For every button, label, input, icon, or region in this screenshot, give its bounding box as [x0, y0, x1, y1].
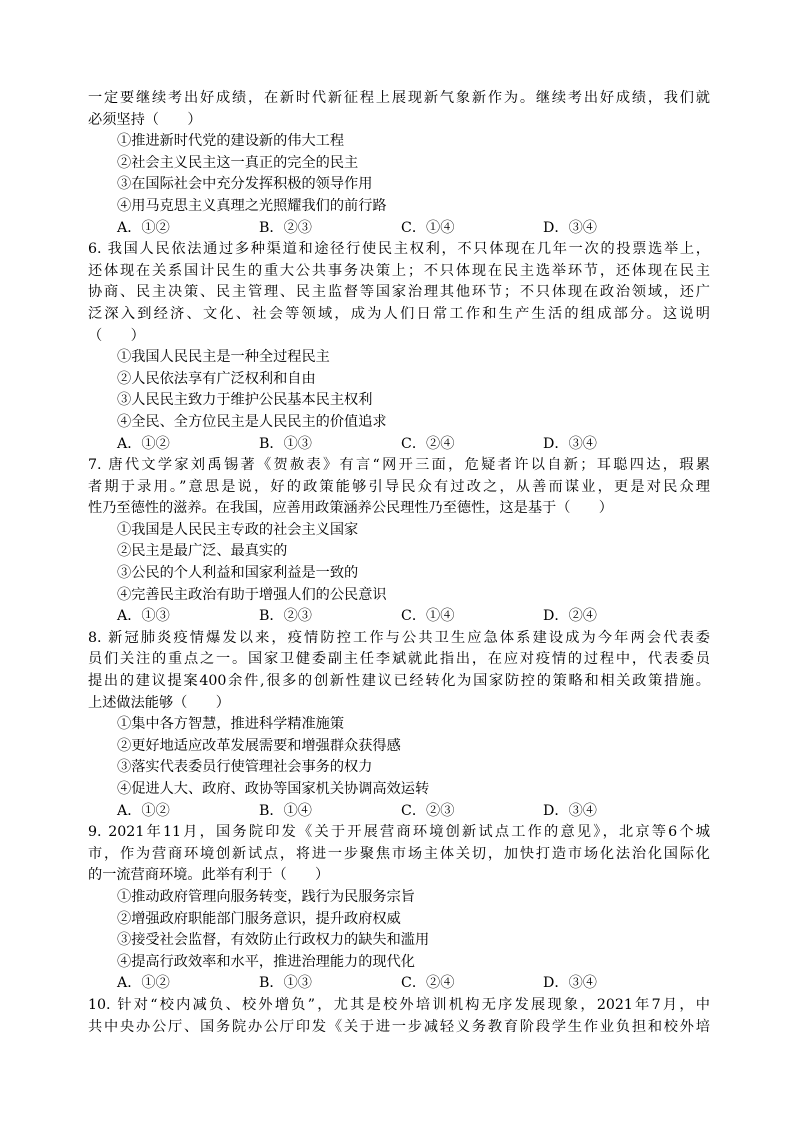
option-1: ①集中各方智慧，推进科学精准施策	[117, 716, 345, 733]
question-stem-line: 协商、民主决策、民主管理、民主监督等国家治理其他环节；不只体现在政治领域，还广	[88, 284, 710, 301]
choice-b: B．①④	[259, 802, 312, 819]
question-stem-line: 提出的建议提案400余件,很多的创新性建议已经转化为国家防控的策略和相关政策措施。	[88, 673, 710, 690]
option-2: ②增强政府职能部门服务意识，提升政府权威	[117, 910, 401, 927]
choice-a: A．①②	[117, 435, 170, 452]
question-stem-line: 性乃至德性的滋养。在我国，应善用政策涵养公民理性乃至德性，这是基于（ ）	[88, 500, 613, 517]
option-4: ④全民、全方位民主是人民民主的价值追求	[117, 413, 387, 430]
question-7	[88, 455, 710, 628]
option-2: ②人民依法享有广泛权利和自由	[117, 370, 316, 387]
option-4: ④提高行政效率和水平，推进治理能力的现代化	[117, 953, 415, 970]
question-stem-line: 者期于录用。”意思是说，好的政策能够引导民众有过改之，从善而谋业，更是对民众理	[88, 478, 710, 495]
option-3: ③落实代表委员行使管理社会事务的权力	[117, 759, 373, 776]
option-3: ③接受社会监督，有效防止行政权力的缺失和滥用	[117, 932, 430, 949]
answer-choices	[88, 973, 710, 995]
answer-choices	[88, 801, 710, 823]
choice-d: D．③④	[543, 975, 597, 992]
choice-d: D．③④	[543, 435, 597, 452]
choice-b: B．①③	[259, 975, 312, 992]
option-1: ①推动政府管理向服务转变，践行为民服务宗旨	[117, 888, 415, 905]
question-10	[88, 995, 710, 1038]
option-3: ③人民民主致力于维护公民基本民主权利	[117, 392, 373, 409]
page-content	[88, 88, 710, 1038]
answer-choices	[88, 434, 710, 456]
option-4: ④促进人大、政府、政协等国家机关协调高效运转	[117, 781, 430, 797]
option-1: ①推进新时代党的建设新的伟大工程	[117, 133, 345, 150]
question-stem-line: 9. 2021年11月，国务院印发《关于开展营商环境创新试点工作的意见》，北京等6个城	[88, 824, 710, 841]
choice-d: D．②④	[543, 608, 597, 625]
question-stem-line: 8. 新冠肺炎疫情爆发以来，疫情防控工作与公共卫生应急体系建设成为今年两会代表委	[88, 629, 710, 646]
choice-b: B．①③	[259, 435, 312, 452]
question-stem-line: 员们关注的重点之一。国家卫健委副主任李斌就此指出，在应对疫情的过程中，代表委员	[88, 651, 710, 668]
question-8	[88, 628, 710, 822]
choice-a: A．①②	[117, 975, 170, 992]
choice-b: B．②③	[259, 608, 312, 625]
question-6	[88, 239, 710, 455]
choice-c: C．②④	[401, 435, 455, 452]
question-stem-line: 的一流营商环境。此举有利于（ ）	[88, 867, 330, 884]
question-stem-line: 7. 唐代文学家刘禹锡著《贺赦表》有言“网开三面，危疑者许以自新；耳聪四达，瑕累	[88, 457, 710, 474]
choice-a: A．①②	[117, 802, 170, 819]
option-3: ③在国际社会中充分发挥积极的领导作用	[117, 176, 373, 193]
question-stem-line: （ ）	[88, 327, 145, 344]
choice-c: C．①④	[401, 219, 455, 236]
choice-d: D．③④	[543, 219, 597, 236]
answer-choices	[88, 606, 710, 628]
option-4: ④完善民主政治有助于增强人们的公民意识	[117, 586, 387, 603]
option-2: ②民主是最广泛、最真实的	[117, 543, 288, 560]
option-1: ①我国人民民主是一种全过程民主	[117, 349, 330, 366]
question-stem-line: 还体现在关系国计民生的重大公共事务决策上；不只体现在民主选举环节，还体现在民主	[88, 262, 710, 279]
question-stem-line: 泛深入到经济、文化、社会等领域，成为人们日常工作和生产生活的组成部分。这说明	[88, 305, 710, 322]
option-4: ④用马克思主义真理之光照耀我们的前行路	[117, 197, 387, 214]
choice-c: C．②④	[401, 975, 455, 992]
question-stem-line: 市，作为营商环境创新试点，将进一步聚焦市场主体关切，加快打造市场化法治化国际化	[88, 845, 710, 862]
question-stem-line: 6. 我国人民依法通过多种渠道和途径行使民主权利，不只体现在几年一次的投票选举上，	[88, 241, 710, 258]
question-9	[88, 822, 710, 995]
choice-c: C．①④	[401, 608, 455, 625]
choice-d: D．③④	[543, 802, 597, 819]
option-2: ②社会主义民主这一真正的完全的民主	[117, 154, 359, 171]
question-stem-line: 共中央办公厅、国务院办公厅印发《关于进一步减轻义务教育阶段学生作业负担和校外培	[88, 1018, 710, 1035]
option-2: ②更好地适应改革发展需要和增强群众获得感	[117, 737, 401, 754]
question-stem-line: 一定要继续考出好成绩，在新时代新征程上展现新气象新作为。继续考出好成绩，我们就	[88, 90, 710, 106]
answer-choices	[88, 218, 710, 240]
question-stem-line: 必须坚持（ ）	[88, 111, 202, 128]
choice-c: C．②③	[401, 802, 455, 819]
question-5	[88, 88, 710, 239]
choice-a: A．①③	[117, 608, 170, 625]
option-1: ①我国是人民民主专政的社会主义国家	[117, 521, 359, 538]
question-stem-line: 上述做法能够（ ）	[88, 694, 230, 711]
choice-b: B．②③	[259, 219, 312, 236]
choice-a: A．①②	[117, 219, 170, 236]
option-3: ③公民的个人利益和国家利益是一致的	[117, 565, 359, 582]
question-stem-line: 10. 针对“校内减负、校外增负”，尤其是校外培训机构无序发展现象，2021年7月，中	[88, 996, 710, 1013]
